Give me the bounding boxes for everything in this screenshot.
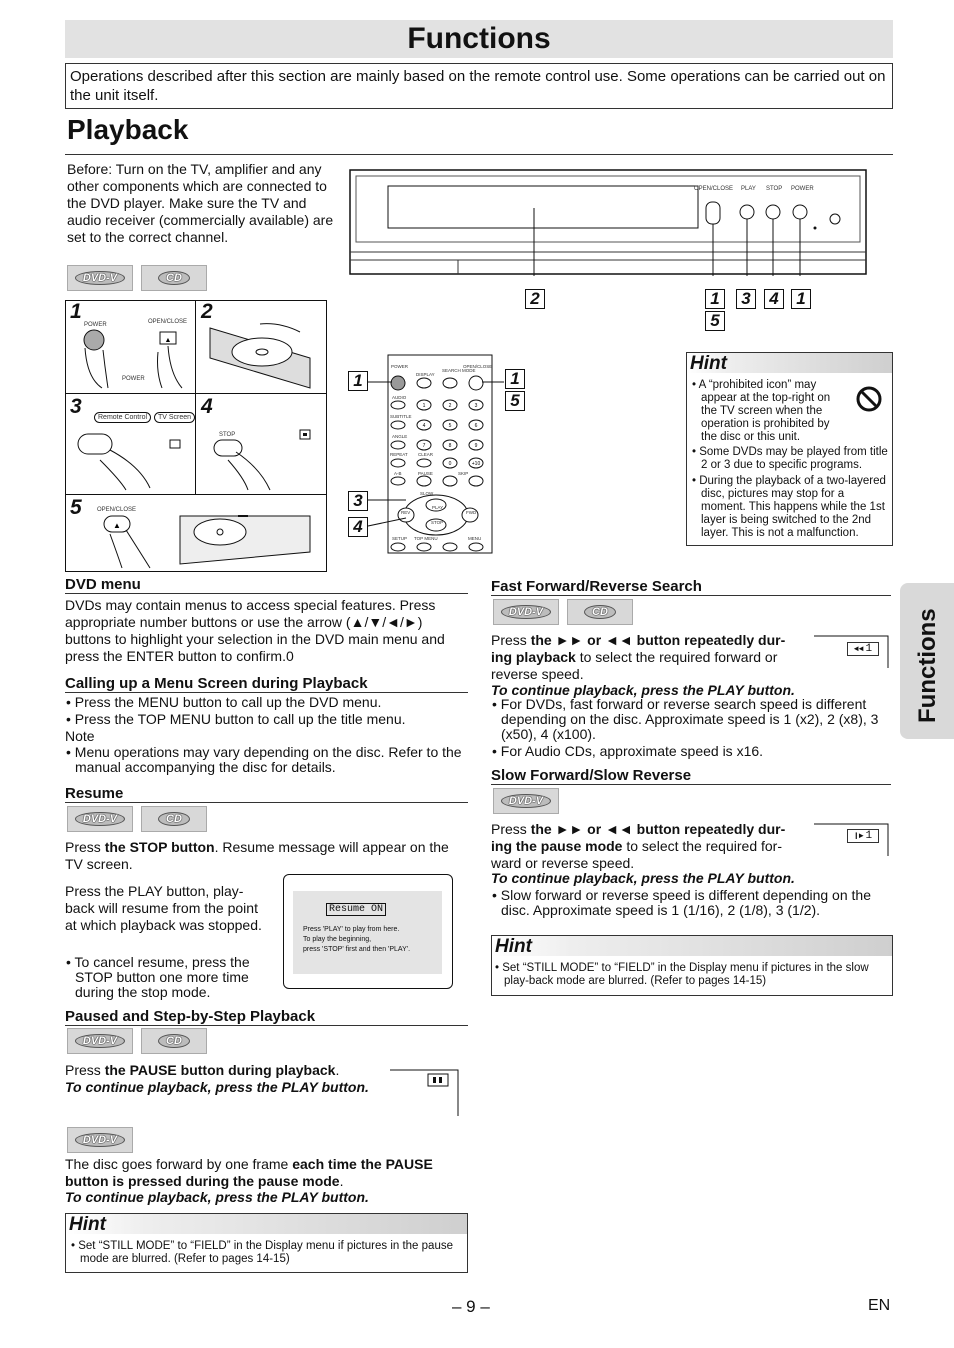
continue-text: To continue playback, press the PLAY button. <box>491 870 795 886</box>
remote-label-rev: REV <box>401 510 411 515</box>
dvd-badge: DVD-V <box>493 599 559 625</box>
label-power: POWER <box>791 186 814 192</box>
label-stop: STOP <box>766 186 783 192</box>
list-item: • Press the TOP MENU button to call up the title menu. <box>66 711 406 727</box>
tv-screen-frame <box>283 874 453 989</box>
step1-hand-icon <box>72 328 192 392</box>
calling-heading: Calling up a Menu Screen during Playback <box>65 675 368 692</box>
slow-display: ❙► 1 <box>847 829 879 843</box>
step-3: 3 <box>70 395 82 418</box>
playback-heading: Playback <box>67 114 189 145</box>
step4-hand-icon <box>200 428 324 492</box>
prohibited-icon <box>849 379 889 419</box>
calling-body <box>65 694 470 775</box>
hint-item: • A “prohibited icon” may appear at the top-right on the TV screen when the operation is prohibited by the disc or this unit. <box>692 379 831 443</box>
list-item: • Menu operations may vary depending on the disc. Refer to the manual accompanying the disc for details. <box>66 744 462 775</box>
slow-text: Press the ►► or ◄◄ button repeatedly dur-ing the pause mode to select the required for-ward or reverse speed. <box>491 821 786 871</box>
remote-label-setup: SETUP <box>392 536 408 541</box>
remote-label-clear: CLEAR <box>418 452 434 457</box>
label-open-close: OPEN/CLOSE <box>694 186 734 192</box>
slow-heading: Slow Forward/Slow Reverse <box>491 767 692 784</box>
side-tab-label: Functions <box>914 608 941 723</box>
hint-item: • During the playback of a two-layered disc, pictures may stop for a moment. This happens while the 1st layer is being switched to the 2nd layer. This is not a malfunction. <box>692 475 886 539</box>
hint-title: Hint <box>66 1214 467 1234</box>
list-item: • For Audio CDs, approximate speed is x16. <box>492 743 764 759</box>
step5-open-close-label: OPEN/CLOSE <box>97 507 137 513</box>
dvd-badge: DVD-V <box>493 788 559 814</box>
list-item: • Slow forward or reverse speed is different depending on the disc. Approximate speed is 1 (1/16), 2 (1/8), 3 (1/2). <box>492 887 871 918</box>
hint-box-left <box>65 1213 468 1273</box>
remote-label-power: POWER <box>391 364 409 369</box>
remote-label-search-mode: SEARCH MODE <box>442 368 476 373</box>
svg-text:5: 5 <box>448 423 452 429</box>
cd-badge: CD <box>567 599 633 625</box>
hint-title: Hint <box>687 353 892 373</box>
step1-power2-label: POWER <box>122 376 145 382</box>
callout-5: 5 <box>705 311 725 331</box>
step3-tv-label: TV Screen <box>154 412 195 423</box>
divider <box>65 393 327 394</box>
dvd-player-illustration <box>348 168 870 276</box>
svg-text:8: 8 <box>448 443 452 449</box>
remote-label-display: DISPLAY <box>416 372 435 377</box>
rewind-icon: ◄◄ <box>853 644 864 654</box>
intro-box: Operations described after this section are mainly based on the remote control use. Some operations can be carried out on the unit itself. <box>65 63 893 109</box>
svg-text:0: 0 <box>448 461 452 467</box>
dvd-menu-body: DVDs may contain menus to access special features. Press appropriate number buttons or use the arrow (▲/▼/◄/►) buttons to highlight your selection in the DVD main menu and press the ENTER button to confirm.0 <box>65 597 445 664</box>
slow-forward-icon: ❙► <box>853 832 864 841</box>
callout-3: 3 <box>736 289 756 309</box>
step-1: 1 <box>70 300 82 323</box>
divider <box>65 802 468 803</box>
divider <box>491 595 891 596</box>
remote-callout-5: 5 <box>505 391 525 411</box>
resume-on-label: Resume ON <box>326 903 386 916</box>
list-item: • For DVDs, fast forward or reverse search speed is different depending on the disc. Approximate speed is 1 (x2), 2 (x8), 3 (x50), 4 (x100). <box>492 696 879 742</box>
divider <box>65 692 468 693</box>
step1-open-close-label: OPEN/CLOSE <box>148 319 188 325</box>
divider <box>65 593 468 594</box>
remote-label-menu: MENU <box>468 536 482 541</box>
hint-box-right <box>491 935 893 996</box>
remote-callout-1: 1 <box>348 371 368 391</box>
svg-text:9: 9 <box>474 443 478 449</box>
note-label: Note <box>65 728 95 744</box>
dvd-badge: DVD-V <box>67 1127 133 1153</box>
paused-heading: Paused and Step-by-Step Playback <box>65 1008 316 1025</box>
svg-text:6: 6 <box>474 423 478 429</box>
before-text: Before: Turn on the TV, amplifier and any other components which are connected to the DVD player. Make sure the TV and audio receiver (commercially available) are set to the correct channel. <box>67 161 334 245</box>
svg-text:7: 7 <box>422 443 426 449</box>
divider <box>65 1025 468 1026</box>
remote-callout-3: 3 <box>348 491 368 511</box>
svg-text:3: 3 <box>474 403 478 409</box>
step-2: 2 <box>201 300 213 323</box>
svg-text:4: 4 <box>422 423 426 429</box>
dvd-menu-heading: DVD menu <box>65 576 141 593</box>
resume-heading: Resume <box>65 785 124 802</box>
list-item: • To cancel resume, press the STOP button one more time during the stop mode. <box>66 954 250 1000</box>
remote-label-skip: SKIP <box>458 471 469 476</box>
remote-leader-lines <box>366 378 506 530</box>
remote-label-open-close: OPEN/CLOSE <box>463 364 493 369</box>
language-label: EN <box>868 1297 891 1314</box>
divider <box>491 784 891 785</box>
continue-text: To continue playback, press the PLAY button. <box>491 682 795 698</box>
list-item: • Press the MENU button to call up the DVD menu. <box>66 694 382 710</box>
cd-badge: CD <box>141 1028 207 1054</box>
callout-1b: 1 <box>791 289 811 309</box>
page-number: – 9 – <box>452 1297 490 1316</box>
paused-text: Press the PAUSE button during playback. <box>65 1062 340 1078</box>
ff-display: ◄◄ 1 <box>847 642 879 656</box>
remote-label-subtitle: SUBTITLE <box>390 414 412 419</box>
remote-label-play: PLAY <box>432 505 444 510</box>
hint-title: Hint <box>492 936 892 956</box>
tv-message: Press 'PLAY' to play from here. To play the beginning, press 'STOP' first and then 'PLAY'. <box>303 926 411 953</box>
step3-hand-icon <box>70 430 194 492</box>
remote-callout-4: 4 <box>348 517 368 537</box>
dvd-badge: DVD-V <box>67 265 133 291</box>
step-text: The disc goes forward by one frame each time the PAUSE button is pressed during the pause mode. <box>65 1156 433 1189</box>
resume-text-2: Press the PLAY button, play-back will resume from the point at which playback was stopped. <box>65 883 262 933</box>
side-tab <box>900 583 954 739</box>
remote-label-slow: SLOW <box>420 491 434 496</box>
callout-1: 1 <box>705 289 725 309</box>
divider <box>65 494 327 495</box>
callout-4: 4 <box>764 289 784 309</box>
hint-item: • Some DVDs may be played from title 2 or 3 due to specific programs. <box>692 446 888 471</box>
remote-label-angle: ANGLE <box>392 434 408 439</box>
svg-text:▲: ▲ <box>113 521 121 530</box>
cd-badge: CD <box>141 806 207 832</box>
remote-label-a-b: A-B <box>394 471 402 476</box>
remote-label-repeat: REPEAT <box>390 452 408 457</box>
step-4: 4 <box>201 395 213 418</box>
svg-text:1: 1 <box>422 403 426 409</box>
step-5: 5 <box>70 496 82 519</box>
resume-text: Press the STOP button. Resume message will appear on the TV screen. <box>65 839 449 872</box>
continue-text: To continue playback, press the PLAY button. <box>65 1079 369 1095</box>
remote-label-audio: AUDIO <box>392 395 407 400</box>
step1-power-label: POWER <box>84 322 107 328</box>
ff-text: Press the ►► or ◄◄ button repeatedly dur-ing playback to select the required forward or reverse speed. <box>491 632 786 682</box>
ff-heading: Fast Forward/Reverse Search <box>491 578 702 595</box>
ff-list <box>491 697 891 759</box>
step4-stop-label: STOP <box>219 432 236 438</box>
continue-text: To continue playback, press the PLAY button. <box>65 1189 369 1205</box>
hint-item: • Set “STILL MODE” to “FIELD” in the Display menu if pictures in the slow play-back mode are blurred. (Refer to pages 14-15) <box>495 962 869 987</box>
cd-badge: CD <box>141 265 207 291</box>
pause-display-box <box>388 1068 462 1118</box>
svg-text:+10: +10 <box>471 461 481 467</box>
callout-2: 2 <box>525 289 545 309</box>
title-bar <box>65 20 893 58</box>
dvd-badge: DVD-V <box>67 1028 133 1054</box>
step5-eject-icon <box>70 512 322 570</box>
svg-text:▲: ▲ <box>164 337 172 344</box>
hint-item: • Set “STILL MODE” to “FIELD” in the Display menu if pictures in the pause mode are blurred. (Refer to pages 14-15) <box>71 1240 453 1265</box>
divider <box>65 154 893 155</box>
remote-callout-1b: 1 <box>505 369 525 389</box>
page-title: Functions <box>407 22 551 55</box>
remote-label-top-menu: TOP MENU <box>414 536 438 541</box>
label-play: PLAY <box>741 186 756 192</box>
remote-label-stop: STOP <box>431 520 444 525</box>
remote-label-pause: PAUSE <box>418 471 433 476</box>
remote-label-fwd: FWD <box>466 510 477 515</box>
dvd-badge: DVD-V <box>67 806 133 832</box>
tv-screen <box>293 891 442 974</box>
svg-text:2: 2 <box>448 403 452 409</box>
hint-box-top <box>686 352 893 546</box>
step3-remote-label: Remote Control <box>94 412 151 423</box>
step2-disc-icon <box>200 318 324 390</box>
divider <box>195 300 196 494</box>
